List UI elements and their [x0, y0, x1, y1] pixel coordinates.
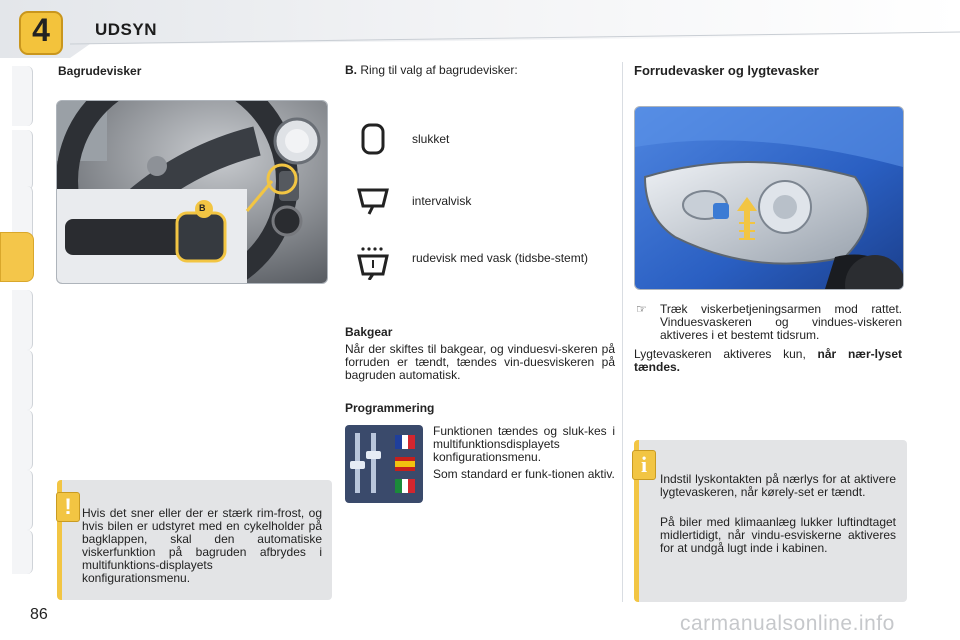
front-washer-heading: Forrudevasker og lygtevasker	[634, 63, 819, 78]
reverse-heading: Bakgear	[345, 325, 393, 339]
side-tab[interactable]	[12, 66, 33, 126]
headlamp-washer-text	[634, 348, 902, 374]
rear-wiper-heading: Bagrudevisker	[58, 64, 142, 78]
side-tab[interactable]	[12, 290, 33, 350]
side-tab-active[interactable]	[0, 232, 34, 282]
info-text-2: På biler med klimaanlæg lukker luftindtaget midlertidigt, når vindu-esviskerne aktiveres for at undgå lugt inde i kabinen.	[660, 515, 896, 555]
side-tab[interactable]	[12, 470, 33, 530]
headlamp-photo	[634, 106, 904, 290]
warning-icon: !	[56, 492, 80, 522]
side-tab[interactable]	[12, 130, 33, 190]
programming-text-2: Som standard er funk-tionen aktiv.	[433, 467, 615, 481]
reverse-text: Når der skiftes til bakgear, og vinduesvi-skeren på forruden er tændt, tændes vin-duesviskeren på bagruden automatisk.	[345, 342, 615, 382]
side-tab[interactable]	[12, 350, 33, 410]
programming-heading: Programmering	[345, 401, 435, 415]
watermark: carmanualsonline.info	[680, 612, 895, 635]
column-divider	[622, 62, 623, 602]
multifunction-display-icon	[345, 425, 423, 503]
ring-intro-label: B.	[345, 63, 357, 77]
steering-wheel-illustration	[57, 101, 327, 283]
info-icon: i	[632, 450, 656, 480]
headlamp-text-plain: Lygtevaskeren aktiveres kun,	[634, 347, 806, 361]
headlamp-illustration	[635, 107, 903, 289]
info-text-1: Indstil lyskontakten på nærlys for at aktivere lygtevaskeren, når kørely-set er tændt.	[660, 472, 896, 499]
wiper-wash-icon	[355, 246, 391, 280]
ring-intro-text: Ring til valg af bagrudevisker:	[360, 63, 518, 77]
programming-text-1: Funktionen tændes og sluk-kes i multifunktionsdisplayets konfigurationsmenu.	[433, 424, 615, 464]
chapter-number: 4	[32, 12, 50, 48]
chapter-title: UDSYN	[95, 20, 158, 39]
option-intermittent-label: intervalvisk	[412, 194, 472, 208]
option-off-label: slukket	[412, 132, 450, 146]
ring-intro	[345, 64, 518, 77]
warning-text: Hvis det sner eller der er stærk rim-frost, og hvis bilen er udstyret med en cykelholder på bagklappen, skal den automatiske viskerfunktion på bagruden afbrydes i multifunktions-displayets konfigurationsmenu.	[82, 506, 322, 585]
stalk-label-b: B	[199, 203, 206, 213]
headlamp-text-bold: når nær-lyset tændes.	[634, 347, 902, 374]
side-tab[interactable]	[12, 410, 33, 470]
steering-stalk-photo	[56, 100, 328, 284]
bullet-text: Træk viskerbetjeningsarmen mod rattet. Vinduesvaskeren og vindues-viskeren aktiveres i et bestemt tidsrum.	[660, 302, 902, 342]
page-number: 86	[30, 606, 48, 623]
bullet-icon: ☞	[636, 302, 647, 316]
option-wash-label: rudevisk med vask (tidsbe-stemt)	[412, 251, 589, 265]
wiper-intermittent-icon	[355, 184, 391, 218]
side-tab[interactable]	[12, 530, 33, 574]
wiper-off-icon	[355, 122, 391, 156]
